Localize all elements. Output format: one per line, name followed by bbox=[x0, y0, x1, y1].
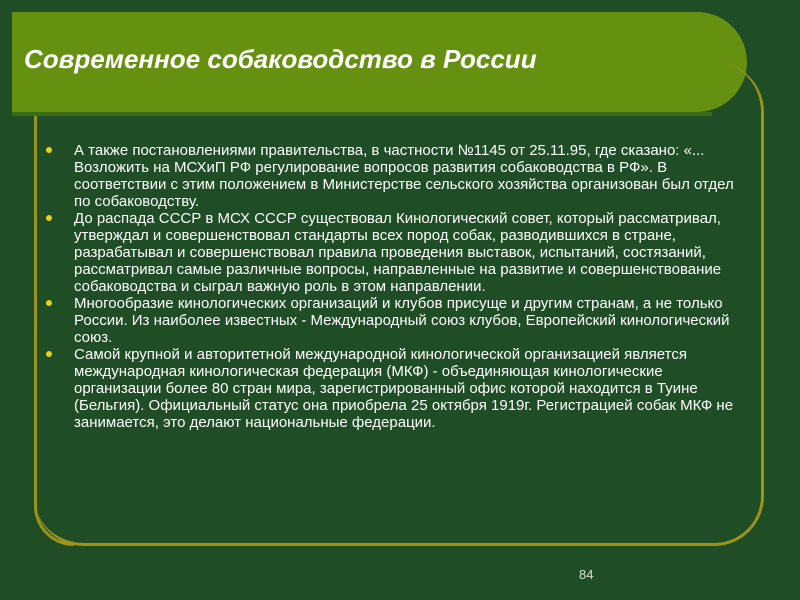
bullet-item bbox=[46, 295, 736, 346]
bullet-dot-icon bbox=[46, 351, 52, 357]
title-bar-shadow bbox=[12, 112, 712, 116]
bullet-text: А также постановлениями правительства, в частности №1145 от 25.11.95, где сказано: «... Возложить на МСХиП РФ регулирование вопросов развития собаководства в РФ». В соответствии с этим положением в Министерстве сельского хозяйства организован был отдел по собаководству. bbox=[74, 142, 734, 210]
bullet-text: Многообразие кинологических организаций и клубов присуще и другим странам, а не только России. Из наиболее известных - Международный союз клубов, Европейский кинологический союз. bbox=[74, 295, 730, 346]
bullet-item bbox=[46, 142, 736, 210]
bullet-dot-icon bbox=[46, 300, 52, 306]
page-number: 84 bbox=[579, 567, 594, 582]
bullet-item bbox=[46, 346, 736, 431]
bullet-text: Самой крупной и авторитетной международной кинологической организацией является международная кинологическая федерация (МКФ) - объединяющая кинологические организации более 80 стран мира, зарегистрированный офис которой находится в Туине (Бельгия). Официальный статус она приобрела 25 октября 1919г. Регистрацией собак МКФ не занимается, это делают национальные федерации. bbox=[74, 346, 734, 431]
bullet-dot-icon bbox=[46, 215, 52, 221]
bullet-item bbox=[46, 210, 736, 295]
bullet-dot-icon bbox=[46, 147, 52, 153]
bullet-text: До распада СССР в МСХ СССР существовал Кинологический совет, который рассматривал, утверждал и совершенствовал стандарты всех пород собак, разводившихся в стране, разрабатывал и совершенствовал правила проведения выставок, испытаний, состязаний, рассматривал самые различные вопросы, направленные на развитие и совершенствование собаководства и сыграл важную роль в этом направлении. bbox=[74, 210, 722, 295]
bullet-list bbox=[46, 142, 736, 431]
slide-title: Современное собаководство в России bbox=[24, 44, 537, 74]
